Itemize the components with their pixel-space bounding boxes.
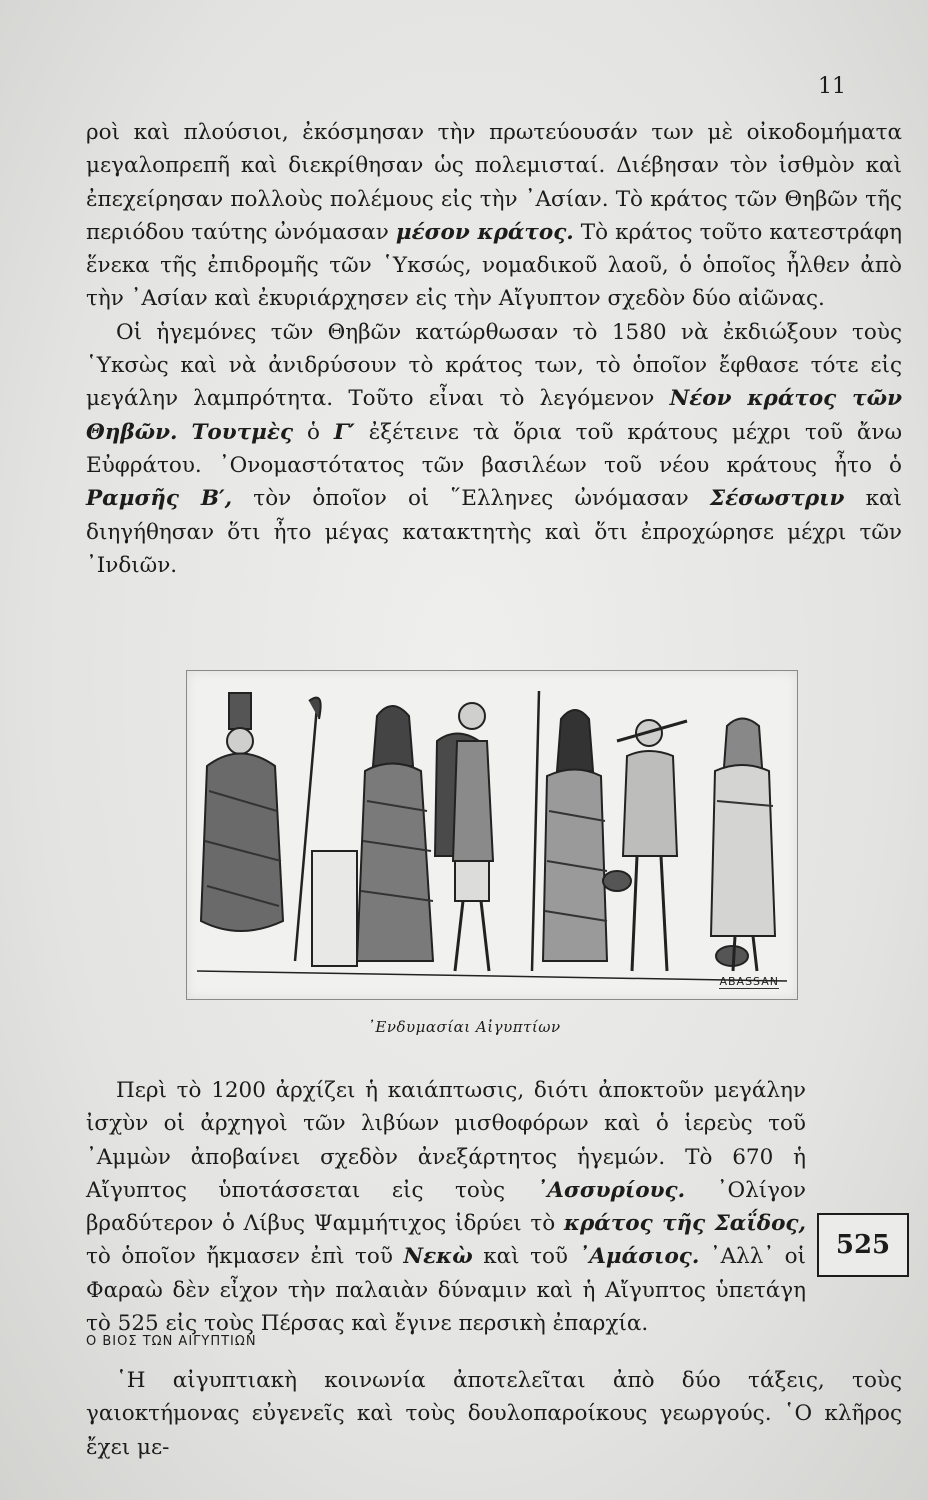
figure-noblewoman (357, 706, 433, 961)
paragraph-decline: Περὶ τὸ 1200 ἀρχίζει ἡ καιάπτωσις, διότι ἀποκτοῦν μεγάλην ἰσχὺν οἱ ἀρχηγοὶ τῶν λιβύων μισθοφόρων καὶ ὁ ἱερεὺς τοῦ ᾿Αμμὼν ἀποβαίνει σχεδὸν ἀνεξάρτητος ἡγεμών. Τὸ 670 ἡ Αἴγυπτος ὑποτάσσεται εἰς τοὺς ᾿Ασσυρίους. ᾿Ολίγον βραδύτερον ὁ Λίβυς Ψαμμήτιχος ἱδρύει τὸ κράτος τῆς Σαΐδος, τὸ ὁποῖον ἤκμασεν ἐπὶ τοῦ Νεκὼ καὶ τοῦ ᾿Αμάσιος. ᾿Αλλ᾿ οἱ Φαραὼ δὲν εἶχον τὴν παλαιὰν δύναμιν καὶ ἡ Αἴγυπτος ὑπετάγη τὸ 525 εἰς τοὺς Πέρσας καὶ ἔγινε περσικὴ ἐπαρχία. (86, 1078, 806, 1337)
name-sesostris: Σέσωστριν (709, 486, 845, 512)
figure-caption: ᾿Ενδυμασίαι Αἰγυπτίων (367, 1018, 561, 1036)
name-ramesses: Ραμσῆς Β′, (86, 486, 233, 512)
figure-priestess (543, 710, 607, 961)
paragraph-new-kingdom-intro: ροὶ καὶ πλούσιοι, ἐκόσμησαν τὴν πρωτεύουσάν των μὲ οἰκοδομήματα μεγαλοπρεπῆ καὶ διεκρίθησαν ὡς πολεμισταί. Διέβησαν τὸν ἰσθμὸν καὶ ἐπεχείρησαν πολλοὺς πολέμους εἰς τὴν ᾿Ασίαν. Τὸ κράτος τῶν Θηβῶν τῆς περιόδου ταύτης ὠνόμασαν μέσον κράτος. Τὸ κράτος τοῦτο κατεστράφη ἕνεκα τῆς ἐπιδρομῆς τῶν ῾Υκσώς, νομαδικοῦ λαοῦ, ὁ ὁποῖος ἦλθεν ἀπὸ τὴν ᾿Ασίαν καὶ ἐκυριάρχησεν εἰς τὴν Αἴγυπτον σχεδὸν δύο αἰῶνας. (86, 120, 902, 312)
numeral-third: Γ′ (333, 419, 355, 445)
term-assyrians: ᾿Ασσυρίους. (536, 1177, 686, 1203)
paragraph-new-kingdom: Οἱ ἡγεμόνες τῶν Θηβῶν κατώρθωσαν τὸ 1580 νὰ ἐκδιώξουν τοὺς ῾Υκσὼς καὶ νὰ ἀνιδρύσουν τὸ κράτος των, τὸ ὁποῖον ἔφθασε τότε εἰς μεγάλην λαμπρότητα. Τοῦτο εἶναι τὸ λεγόμενον Νέον κράτος τῶν Θηβῶν. Τουτμὲς ὁ Γ′ ἐξέτεινε τὰ ὅρια τοῦ κράτους μέχρι τοῦ ἄνω Εὐφράτου. ᾿Ονομαστότατος τῶν βασιλέων τοῦ νέου κράτους ἦτο ὁ Ραμσῆς Β′, τὸν ὁποῖον οἱ ῞Ελληνες ὠνόμασαν Σέσωστριν καὶ διηγήθησαν ὅτι ἦτο μέγας κατακτητὴς καὶ ὅτι ἐπροχώρησε μέχρι τῶν ᾿Ινδιῶν. (86, 319, 902, 578)
figure-servant (603, 720, 687, 971)
margin-year-box: 525 (817, 1213, 909, 1277)
term-middle-kingdom: μέσον κράτος. (395, 219, 574, 245)
paragraph-egyptian-life: ῾Η αἰγυπτιακὴ κοινωνία ἀποτελεῖται ἀπὸ δύο τάξεις, τοὺς γαιοκτήμονας εὐγενεῖς καὶ τοὺς δουλοπαροίκους γεωργούς. ῾Ο κλῆρος ἔχει με- (86, 1368, 902, 1460)
artist-signature: ABASSAN (719, 975, 779, 988)
section-text-block (86, 1364, 902, 1464)
term-saite-kingdom: κράτος τῆς Σαΐδος, (563, 1211, 806, 1237)
figure-foreigner (711, 719, 775, 972)
name-necho: Νεκὼ (403, 1244, 473, 1270)
name-thutmose: Τουτμὲς (191, 419, 294, 445)
decline-text-column (86, 1074, 806, 1340)
upper-text (86, 116, 902, 582)
figure-king (201, 693, 357, 966)
section-heading: Ο ΒΙΟΣ ΤΩΝ ΑΙΓΥΠΤΙΩΝ (86, 1334, 257, 1349)
page-number: 11 (818, 74, 846, 99)
costumes-drawing (187, 671, 797, 999)
term-new-kingdom: Νέον κράτος τῶν Θηβῶν. (86, 386, 902, 445)
illustration-egyptian-costumes (186, 670, 798, 1000)
figure-porter (435, 691, 539, 971)
name-amasis: ᾿Αμάσιος. (578, 1244, 700, 1270)
